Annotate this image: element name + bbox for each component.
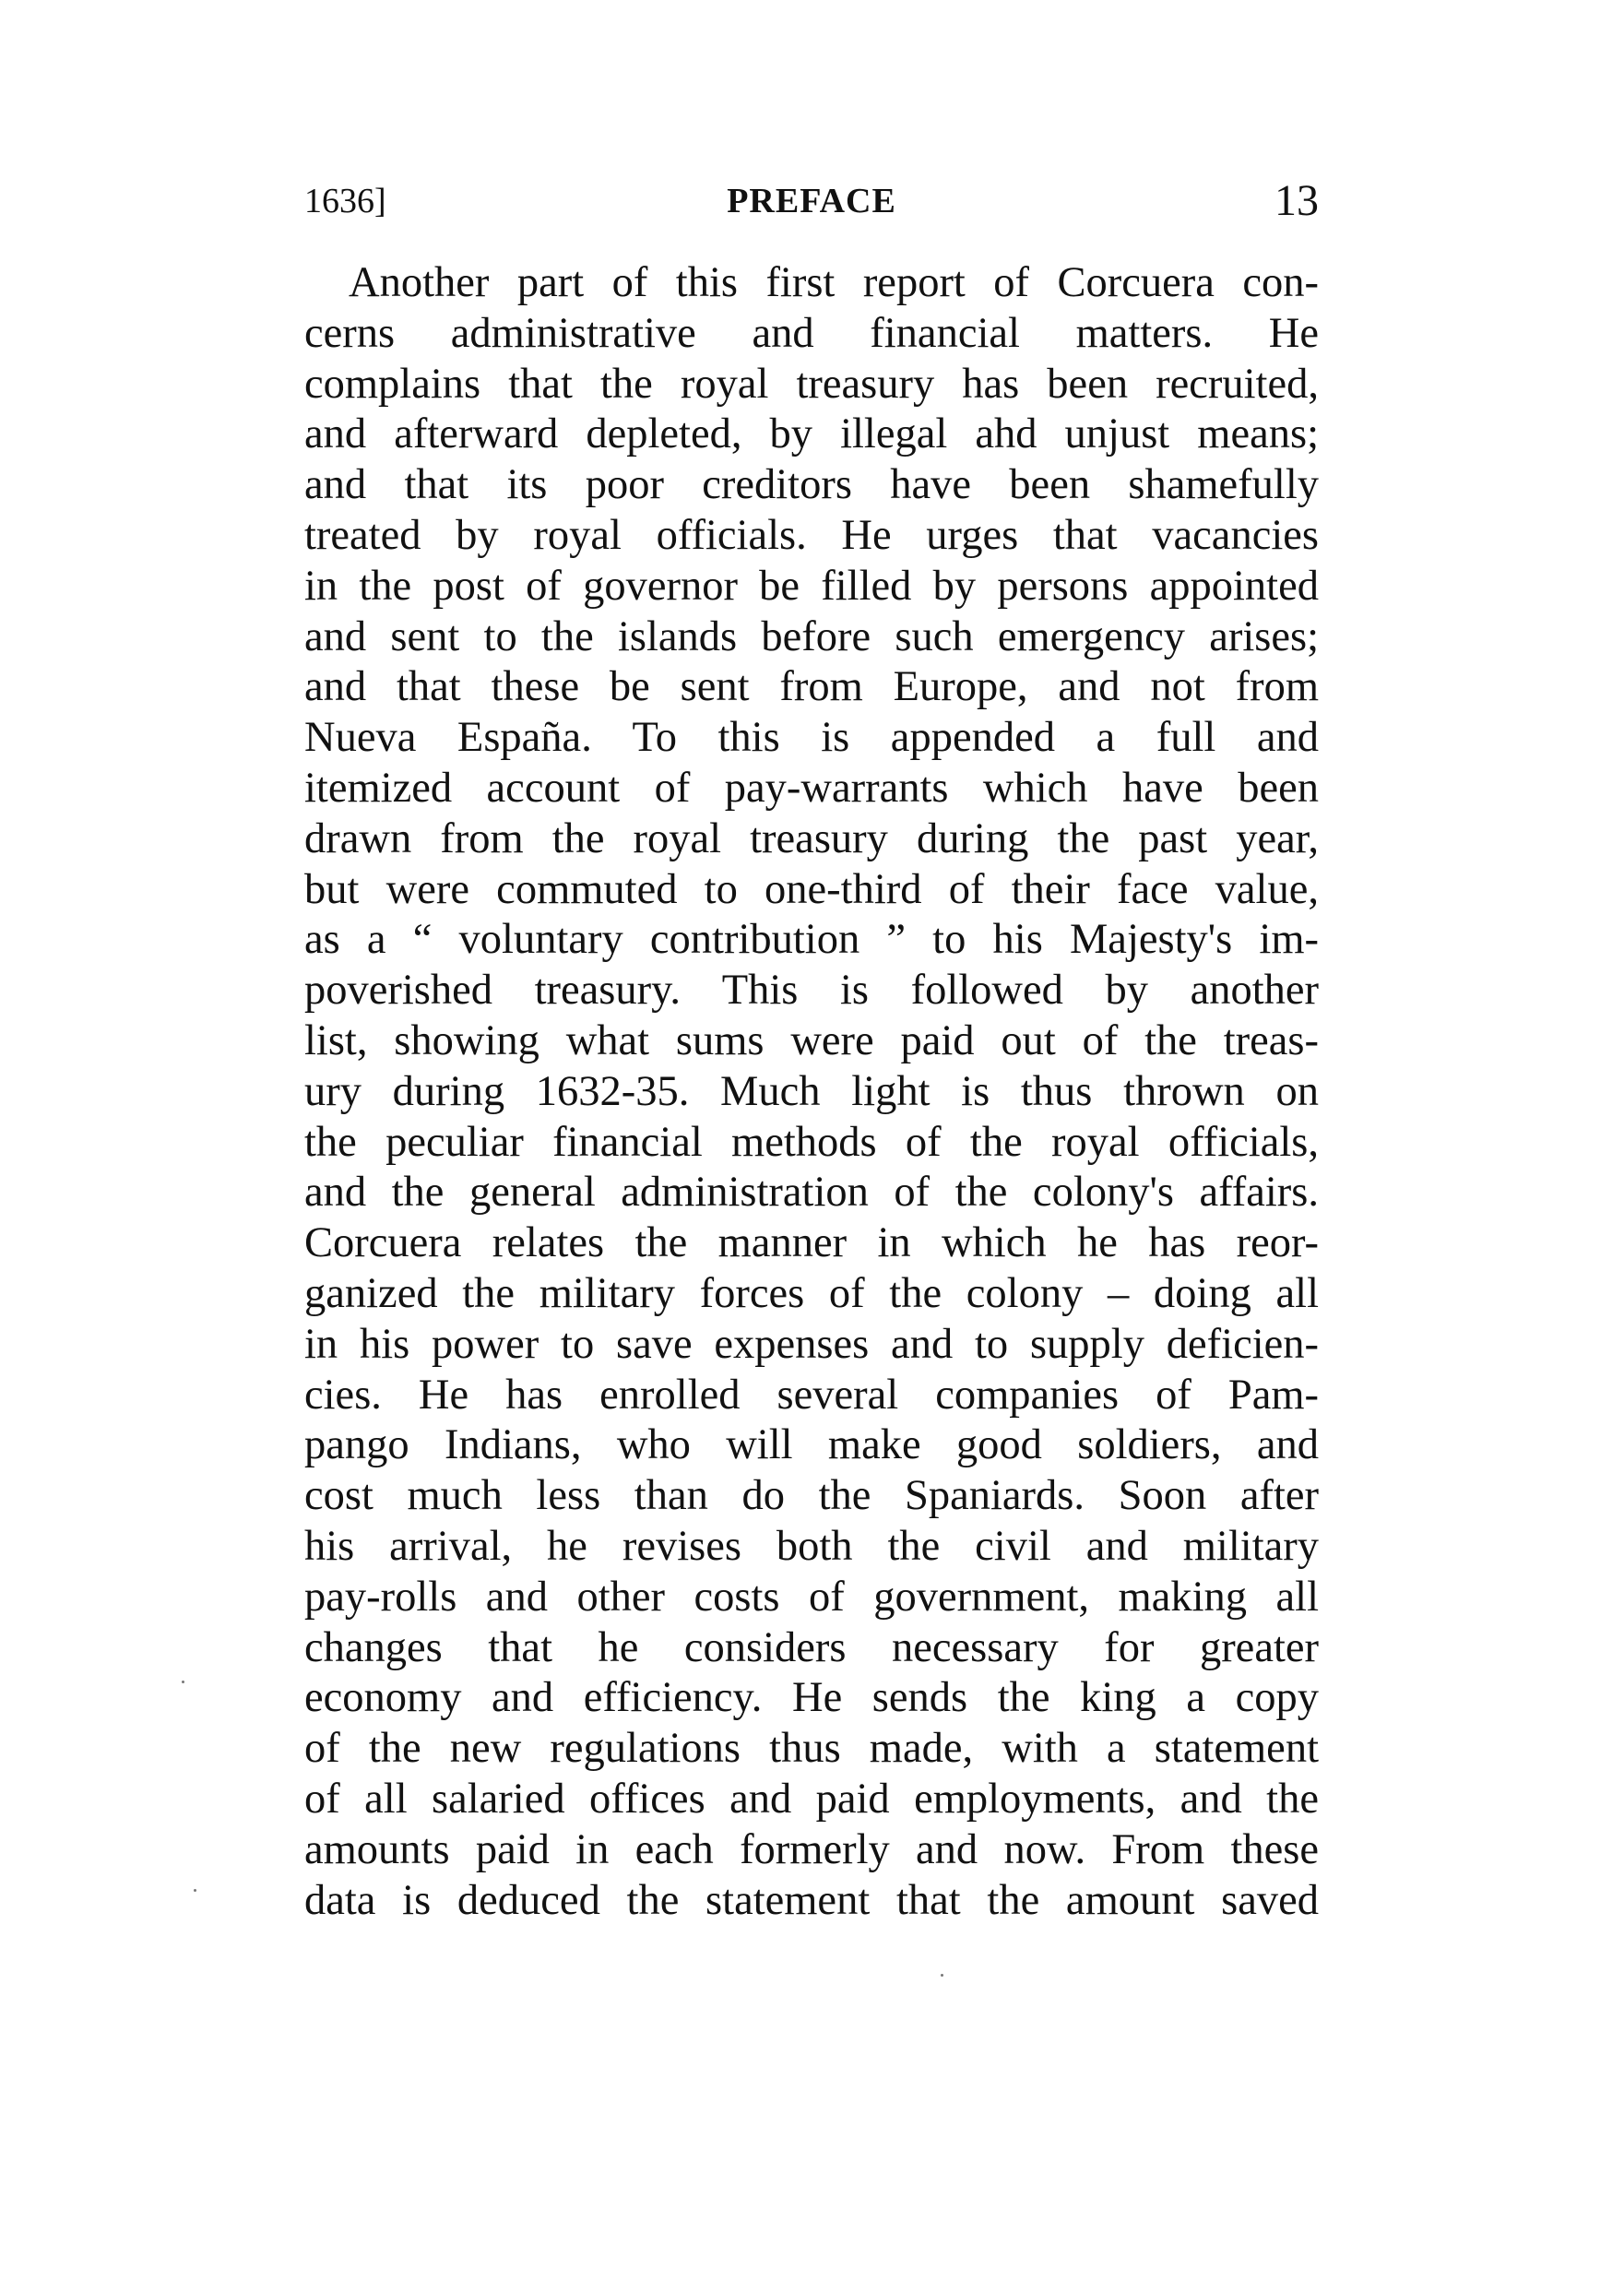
running-head-title: PREFACE	[727, 182, 896, 220]
text-line: changes that he considers necessary for greater	[304, 1623, 1319, 1671]
paragraph	[304, 258, 1319, 1926]
text-line: his arrival, he revises both the civil and military	[304, 1522, 1319, 1570]
text-line: cerns administrative and financial matters. He	[304, 309, 1319, 357]
text-line: and sent to the islands before such emergency arises;	[304, 612, 1319, 660]
text-line: but were commuted to one-third of their face value,	[304, 865, 1319, 913]
text-line: ganized the military forces of the colony – doing all	[304, 1269, 1319, 1317]
text-line: and that its poor creditors have been shamefully	[304, 461, 1319, 509]
text-line: data is deduced the statement that the amount saved	[304, 1876, 1319, 1924]
text-line: of all salaried offices and paid employments, and the	[304, 1775, 1319, 1823]
text-line: the peculiar financial methods of the royal officials,	[304, 1118, 1319, 1166]
text-line: cost much less than do the Spaniards. Soon after	[304, 1472, 1319, 1520]
page-number: 13	[1274, 176, 1319, 225]
text-line: amounts paid in each formerly and now. From these	[304, 1825, 1319, 1873]
running-head	[304, 173, 1319, 229]
text-line: Corcuera relates the manner in which he has reor-	[304, 1219, 1319, 1267]
text-line: Another part of this first report of Corcuera con-	[349, 259, 1319, 306]
text-line: as a “ voluntary contribution ” to his Majesty's im-	[304, 916, 1319, 964]
scan-speck	[941, 1974, 943, 1977]
text-line: and the general administration of the colony's affairs.	[304, 1169, 1319, 1217]
text-line: Nueva España. To this is appended a full and	[304, 714, 1319, 762]
text-line: cies. He has enrolled several companies of Pam-	[304, 1371, 1319, 1419]
text-line: economy and efficiency. He sends the king a copy	[304, 1674, 1319, 1722]
text-line: poverished treasury. This is followed by another	[304, 967, 1319, 1015]
text-line: and afterward depleted, by illegal ahd unjust means;	[304, 410, 1319, 458]
text-line: itemized account of pay-warrants which have been	[304, 764, 1319, 812]
text-line: treated by royal officials. He urges that vacancies	[304, 511, 1319, 559]
scan-speck	[194, 1889, 196, 1892]
text-line: complains that the royal treasury has been recruited,	[304, 360, 1319, 408]
text-line: list, showing what sums were paid out of the treas-	[304, 1016, 1319, 1064]
scan-speck	[182, 1681, 184, 1683]
text-line: pay-rolls and other costs of government, making all	[304, 1573, 1319, 1621]
text-line: and that these be sent from Europe, and not from	[304, 663, 1319, 711]
text-line: in the post of governor be filled by persons appointed	[304, 562, 1319, 610]
text-line: ury during 1632-35. Much light is thus thrown on	[304, 1067, 1319, 1115]
text-line: in his power to save expenses and to supply deficien-	[304, 1320, 1319, 1368]
text-line: pango Indians, who will make good soldiers, and	[304, 1421, 1319, 1469]
running-head-year: 1636]	[304, 182, 386, 220]
text-line: drawn from the royal treasury during the past year,	[304, 814, 1319, 862]
text-line: of the new regulations thus made, with a statement	[304, 1725, 1319, 1773]
